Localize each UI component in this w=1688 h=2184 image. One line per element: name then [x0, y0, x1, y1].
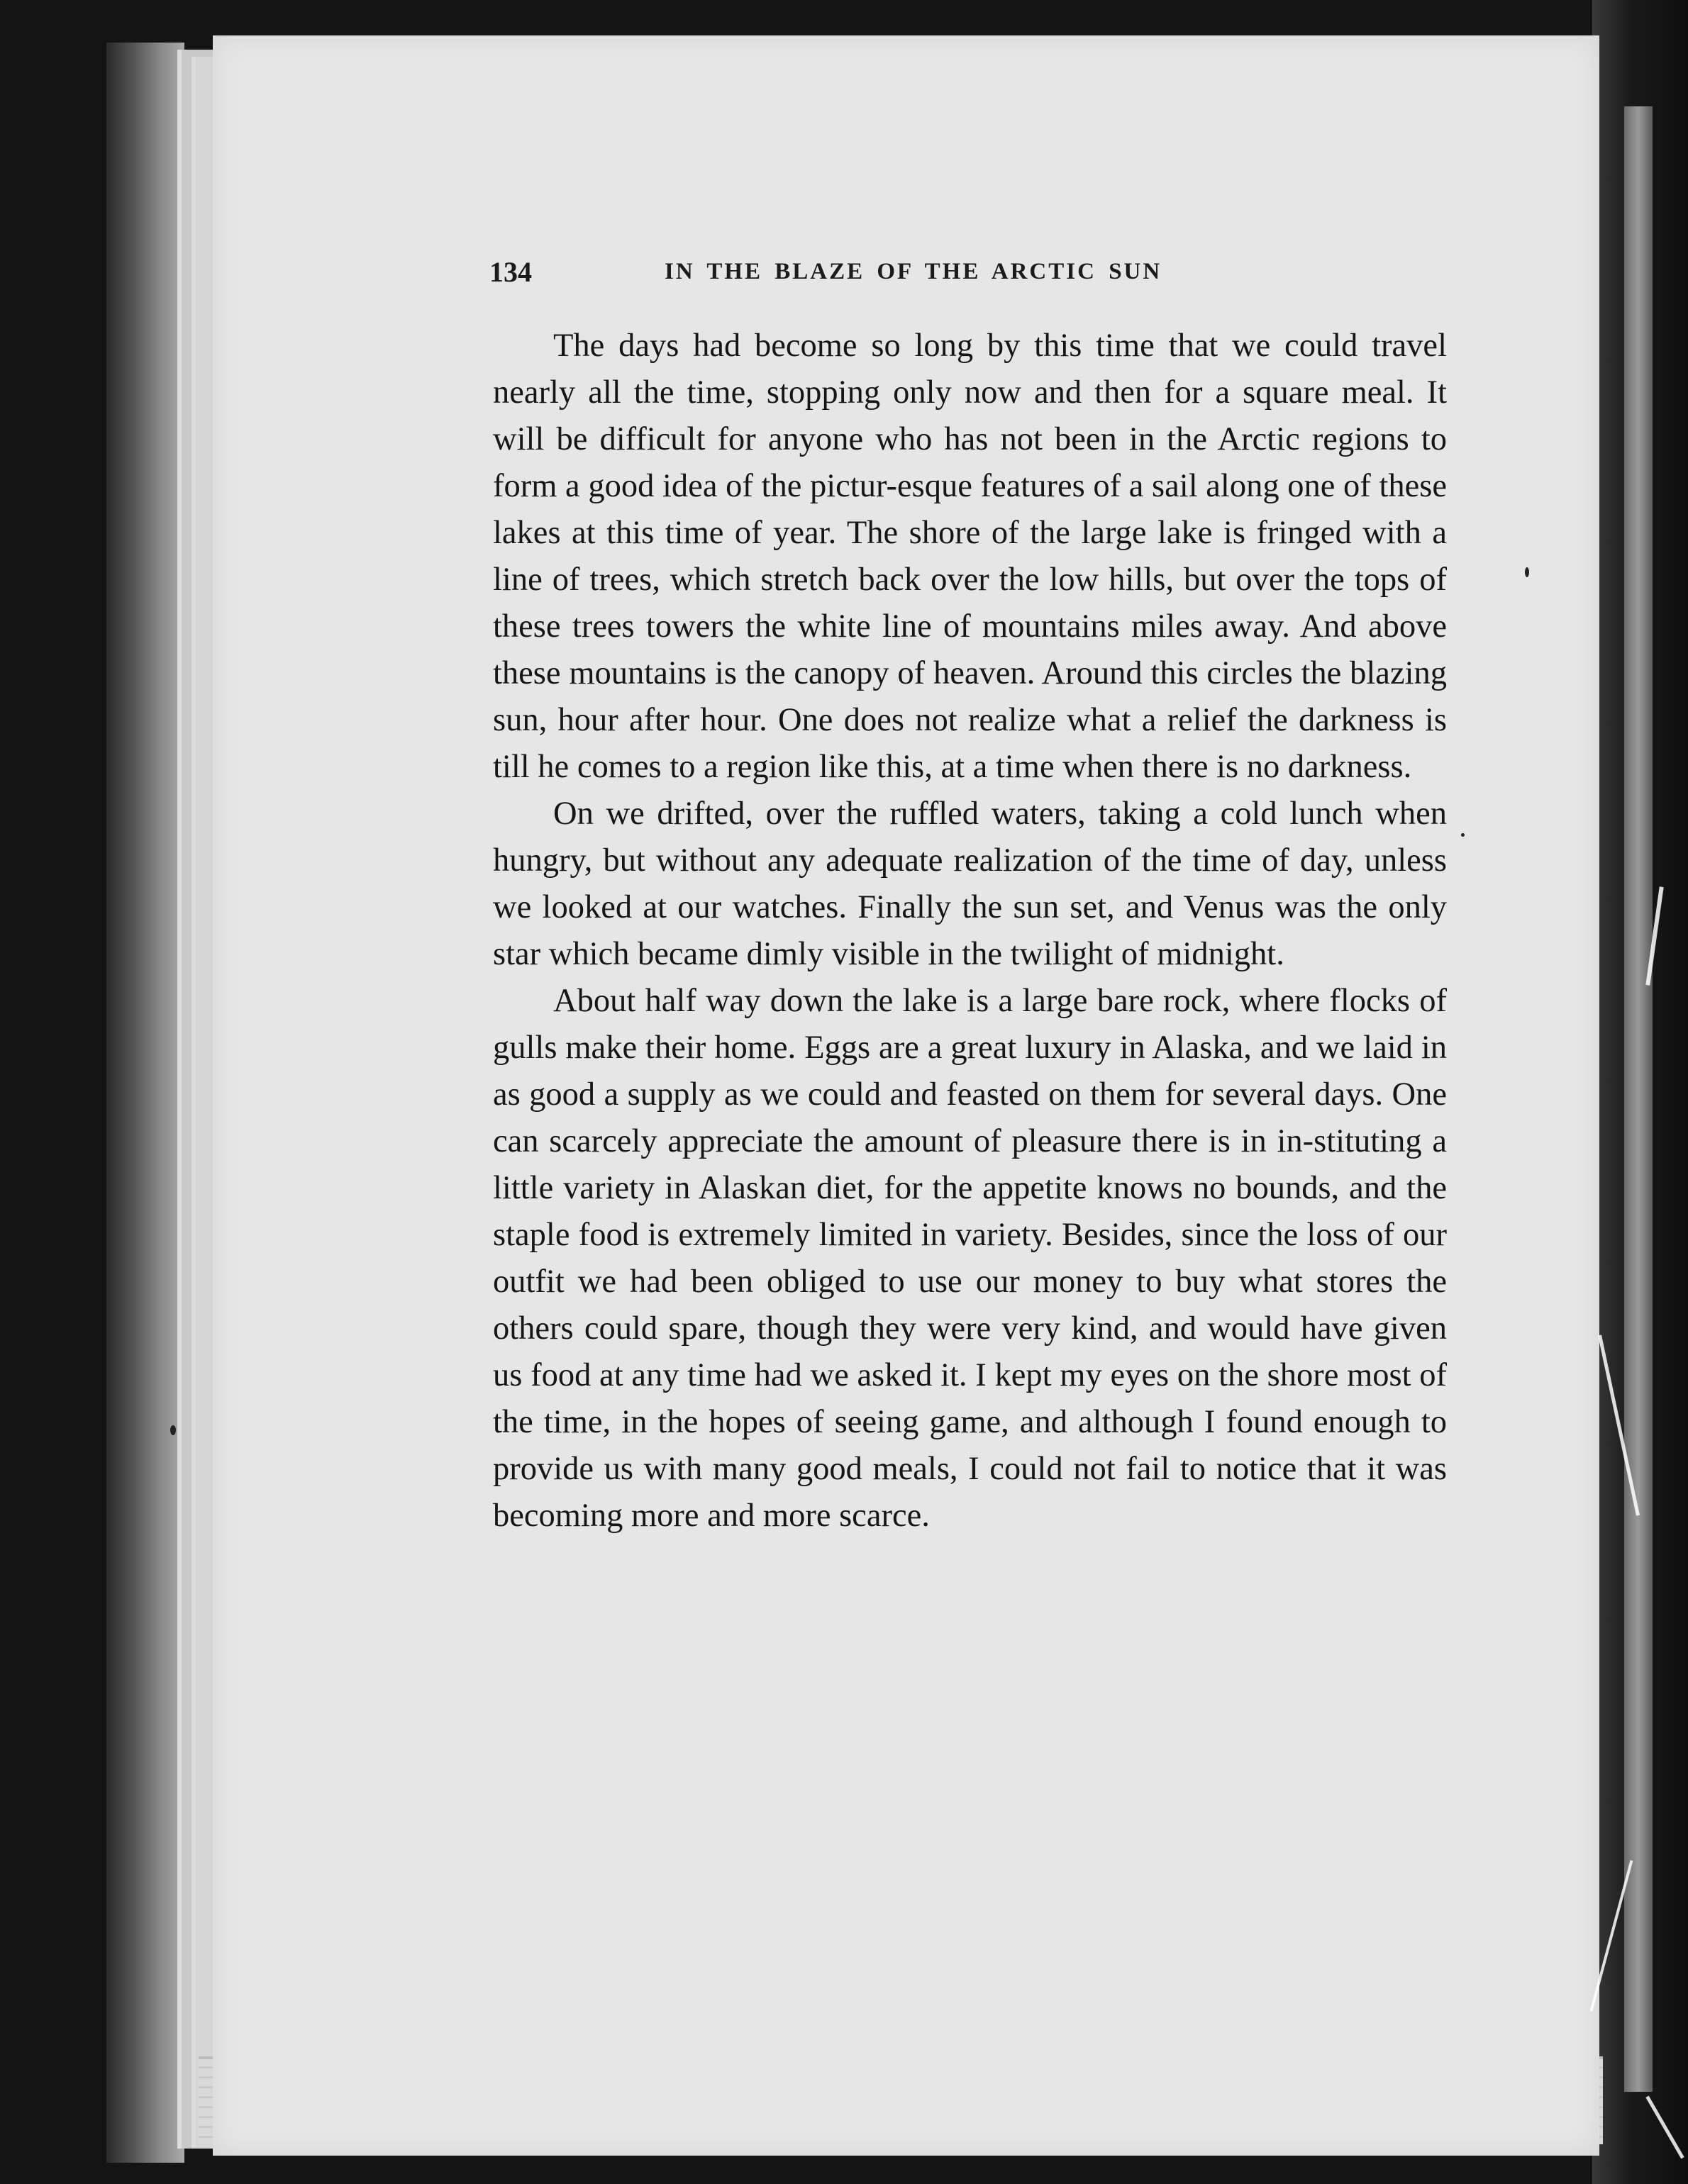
running-head-title: IN THE BLAZE OF THE ARCTIC SUN — [665, 259, 1162, 284]
page-number: 134 — [489, 256, 532, 288]
facing-page-strip — [1624, 106, 1653, 2092]
paragraph: On we drifted, over the ruffled waters, taking a cold lunch when hungry, but without any adequate realization of the time of day, unless we looked at our watches. Finally the sun set, and Venus was the only star which became dimly visible in the twilight of midnight. — [493, 796, 1447, 972]
dust-speck — [170, 1425, 176, 1435]
paragraph: The days had become so long by this time that we could travel nearly all the time, stopping only now and then for a square meal. It will be difficult for anyone who has not been in the Arctic regions to form a good idea of the pictur-esque features of a sail along one of these lakes at this time of year. The shore of the large lake is fringed with a line of trees, which stretch back over the low hills, but over the tops of these trees towers the white line of mountains miles away. And above these mountains is the canopy of heaven. Around this circles the blazing sun, hour after hour. One does not realize what a relief the darkness is till he comes to a region like this, at a time when there is no darkness. — [493, 328, 1447, 785]
dust-speck — [1461, 833, 1465, 837]
book-binding-edge — [106, 43, 184, 2163]
body-text — [493, 323, 1447, 1539]
paragraph: About half way down the lake is a large bare rock, where flocks of gulls make their home. Eggs are a great luxury in Alaska, and we laid in as good a supply as we could and feasted on them for several days. One can scarcely appreciate the amount of pleasure there is in in-stituting a little variety in Alaskan diet, for the appetite knows no bounds, and the staple food is extremely limited in variety. Besides, since the loss of our outfit we had been obliged to use our money to buy what stores the others could spare, though they were very kind, and would have given us food at any time had we asked it. I kept my eyes on the shore most of the time, in the hopes of seeing game, and although I found enough to provide us with many good meals, I could not fail to notice that it was becoming more and more scarce. — [493, 983, 1447, 1534]
running-head — [489, 255, 1248, 298]
dust-speck — [1525, 567, 1529, 577]
